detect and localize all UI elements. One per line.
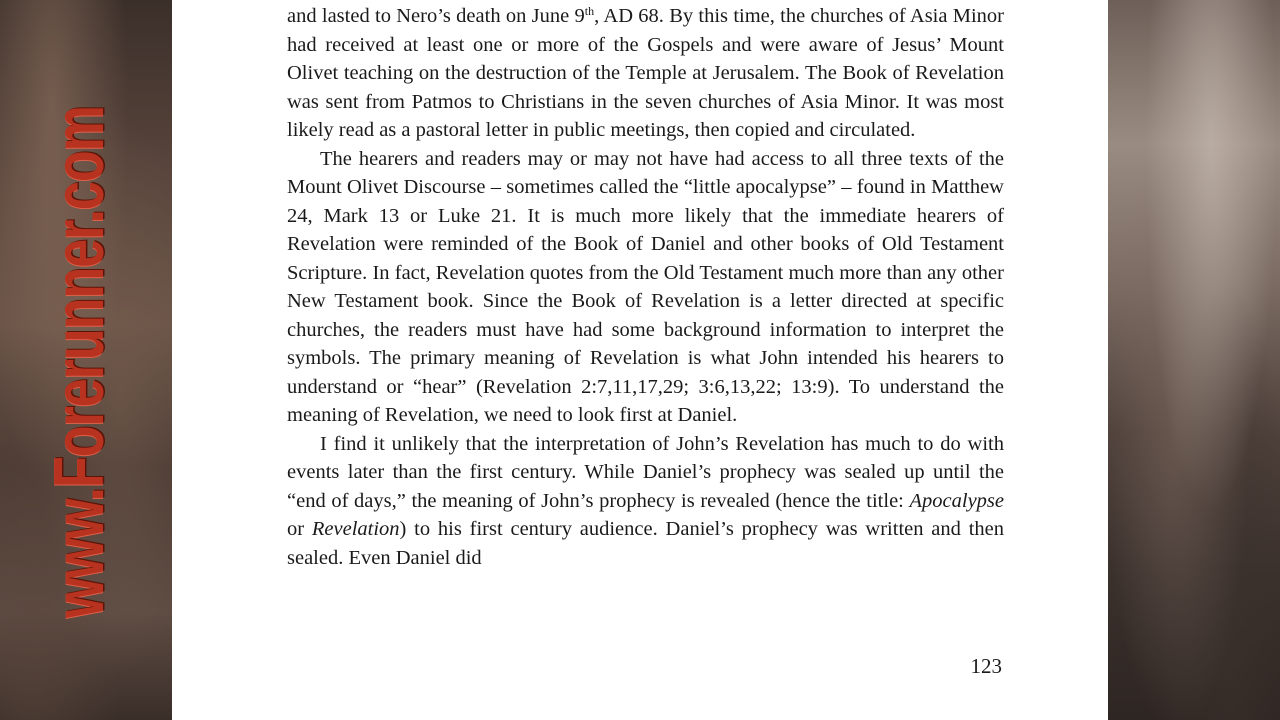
page-text (287, 2, 1004, 572)
paragraph-3 (287, 430, 1004, 573)
title-revelation: Revelation (311, 518, 400, 540)
title-apocalypse: Apocalypse (909, 489, 1004, 512)
paragraph-1 (287, 2, 1004, 145)
website-watermark: www.Forerunner.com (40, 106, 120, 618)
book-page (172, 0, 1108, 720)
paragraph-3-or: or (287, 518, 312, 540)
ordinal-suffix: th (584, 4, 595, 18)
paragraph-2: The hearers and readers may or may not have had access to all three texts of the Mount Olivet Discourse – sometimes called the “little apocalypse” – found in Matthew 24, Mark 13 or Luke 21. It is much more likely that the immediate hearers of Revelation were reminded of the Book of Daniel and other books of Old Testament Scripture. In fact, Revelation quotes from the Old Testament much more than any other New Testament book. Since the Book of Revelation is a letter directed at specific churches, the readers must have had some background information to interpret the symbols. The primary meaning of Revelation is what John intended his hearers to understand or “hear” (Revelation 2:7,11,17,29; 3:6,13,22; 13:9). To understand the meaning of Revelation, we need to look first at Daniel. (287, 147, 1004, 426)
paragraph-3-rest: ) to his first century audience. Daniel’s prophecy was written and then sealed. Even Daniel did (287, 518, 1004, 569)
page-number: 123 (970, 654, 1002, 678)
right-background-panel (1108, 0, 1280, 720)
paragraph-3-start: I find it unlikely that the interpretation of John’s Revelation has much to do with events later than the first century. While Daniel’s prophecy was sealed up until the “end of days,” the meaning of John’s prophecy is revealed (hence the title: (287, 432, 1004, 512)
paragraph-1-start: and lasted to Nero’s death on June 9 (287, 5, 585, 27)
left-background-panel (0, 0, 172, 720)
paragraph-1-rest: , AD 68. By this time, the churches of Asia Minor had received at least one or more of the Gospels and were aware of Jesus’ Mount Olivet teaching on the destruction of the Temple at Jerusalem. The Book of Revelation was sent from Patmos to Christians in the seven churches of Asia Minor. It was most likely read as a pastoral letter in public meetings, then copied and circulated. (287, 5, 1005, 141)
